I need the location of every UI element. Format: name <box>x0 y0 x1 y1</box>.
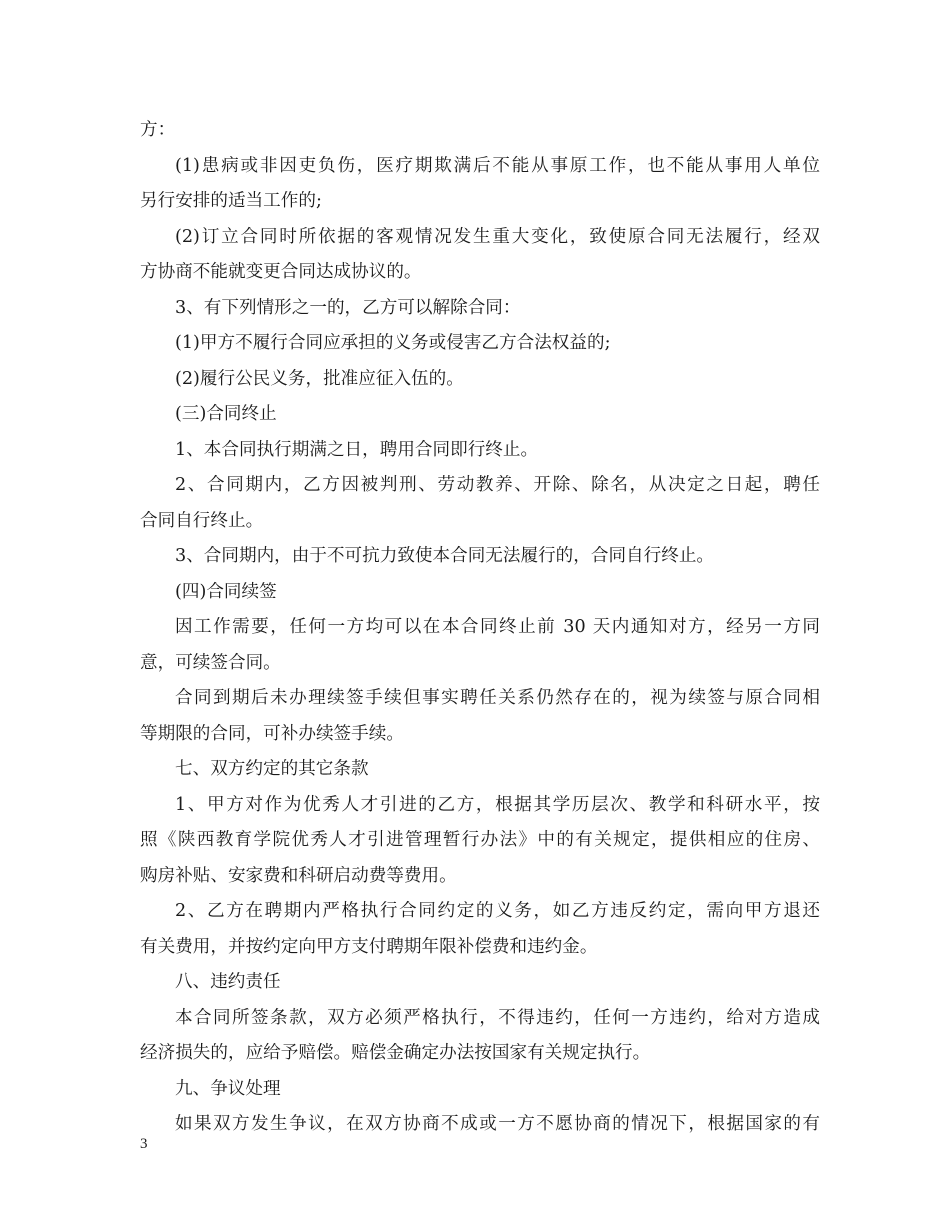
text-line: 等期限的合同，可补办续签手续。 <box>140 723 404 744</box>
text-line: 另行安排的适当工作的; <box>140 191 322 211</box>
text-line: 八、违约责任 <box>175 972 281 992</box>
text-line: 2、乙方在聘期内严格执行合同约定的义务，如乙方违反约定，需向甲方退还 <box>175 901 820 921</box>
text-line: 2、合同期内，乙方因被判刑、劳动教养、开除、除名，从决定之日起，聘任 <box>175 475 820 495</box>
text-line: 经济损失的，应给予赔偿。赔偿金确定办法按国家有关规定执行。 <box>140 1043 651 1063</box>
text-line: 如果双方发生争议，在双方协商不成或一方不愿协商的情况下，根据国家的有 <box>175 1114 820 1134</box>
text-line: 七、双方约定的其它条款 <box>175 759 369 779</box>
text-line: 合同到期后未办理续签手续但事实聘任关系仍然存在的，视为续签与原合同相 <box>175 688 820 708</box>
text-line: 照《陕西教育学院优秀人才引进管理暂行办法》中的有关规定，提供相应的住房、 <box>140 830 820 850</box>
document-body <box>140 113 820 1143</box>
text-line: 购房补贴、安家费和科研启动费等费用。 <box>140 865 457 886</box>
text-line: 九、争议处理 <box>175 1078 281 1099</box>
text-line: 合同自行终止。 <box>140 510 264 531</box>
text-line: 1、本合同执行期满之日，聘用合同即行终止。 <box>175 439 539 460</box>
page-number: 3 <box>140 1136 148 1152</box>
text-line: 因工作需要，任何一方均可以在本合同终止前 30 天内通知对方，经另一方同 <box>175 617 820 637</box>
text-line: 3、有下列情形之一的，乙方可以解除合同： <box>175 297 521 318</box>
text-line: (三)合同终止 <box>175 404 277 424</box>
text-line: (1)甲方不履行合同应承担的义务或侵害乙方合法权益的; <box>175 333 611 353</box>
text-line: 意，可续签合同。 <box>140 652 281 673</box>
text-line: (1)患病或非因吏负伤，医疗期欺满后不能从事原工作，也不能从事用人单位 <box>175 155 820 176</box>
text-line: 方： <box>140 120 176 140</box>
text-line: 1、甲方对作为优秀人才引进的乙方，根据其学历层次、教学和科研水平，按 <box>175 794 820 815</box>
text-line: 本合同所签条款，双方必须严格执行，不得违约，任何一方违约，给对方造成 <box>175 1007 820 1028</box>
text-line: 3、合同期内，由于不可抗力致使本合同无法履行的，合同自行终止。 <box>175 546 715 566</box>
text-line: (2)履行公民义务，批准应征入伍的。 <box>175 368 464 389</box>
text-line: 方协商不能就变更合同达成协议的。 <box>140 262 422 282</box>
text-line: (2)订立合同时所依据的客观情况发生重大变化，致使原合同无法履行，经双 <box>175 226 820 247</box>
text-line: (四)合同续签 <box>175 581 277 602</box>
text-line: 有关费用，并按约定向甲方支付聘期年限补偿费和违约金。 <box>140 936 598 957</box>
